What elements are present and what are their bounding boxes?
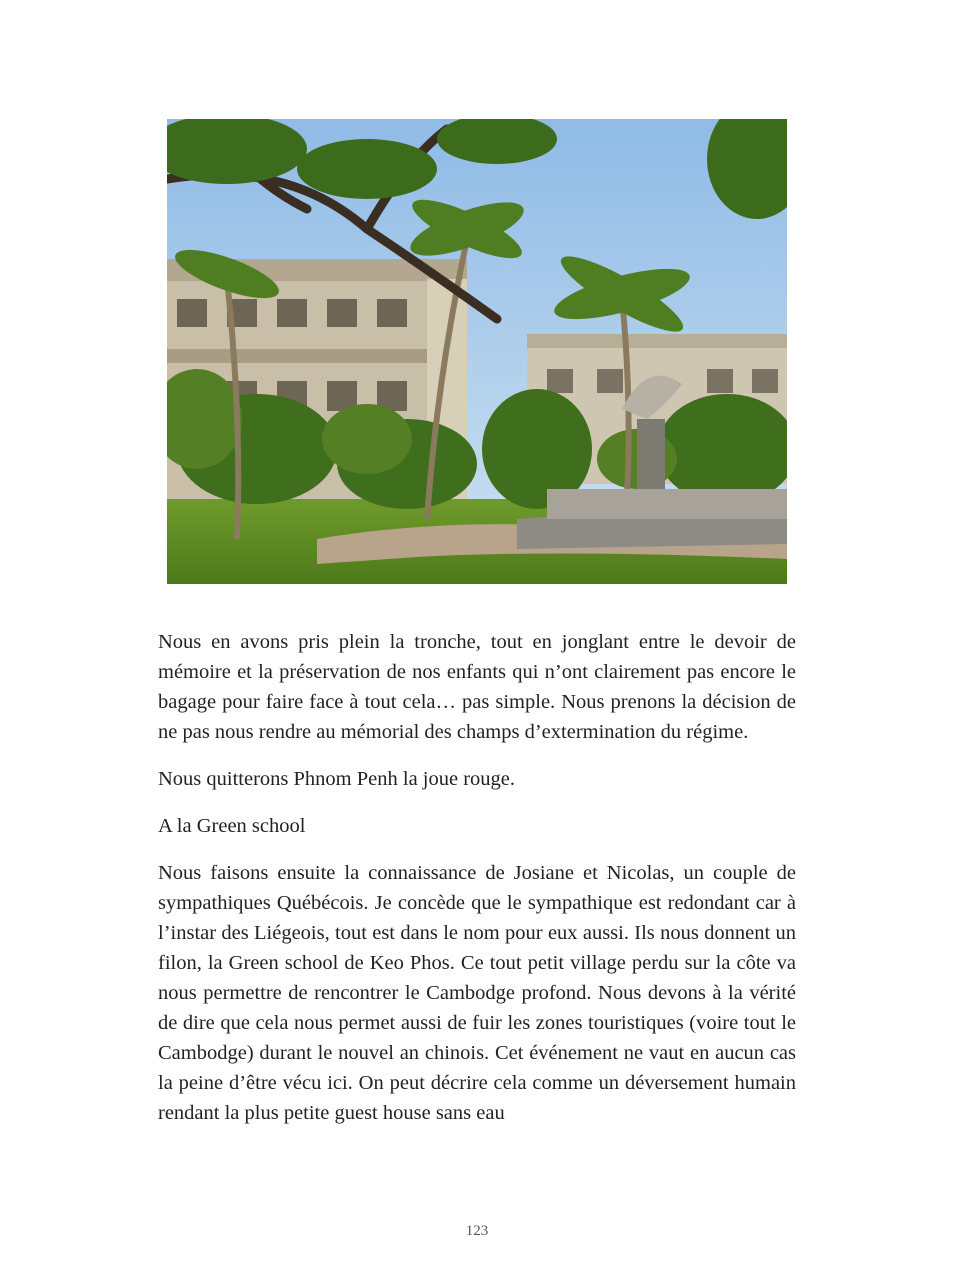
paragraph: Nous faisons ensuite la connaissance de Josiane et Nicolas, un couple de sympathiques Québécois. Je concède que le sympathique est redondant car à l’instar des Liégeois, tout est dans le nom pour eux aussi. Ils nous donnent un filon, la Green school de Keo Phos. Ce tout petit village perdu sur la côte va nous permettre de rencontrer le Cambodge profond. Nous devons à la vérité de dire que cela nous permet aussi de fuir les zones touristiques (voire tout le Cambodge) durant le nouvel an chinois. Cet événement ne vaut en aucun cas la peine d’être vécu ici. On peut décrire cela comme un déversement humain rendant la plus petite guest house sans eau [158,862,796,1124]
page-number: 123 [465,1223,489,1239]
body-text [158,627,796,1145]
section-heading: A la Green school [158,815,306,837]
paragraph: Nous quitterons Phnom Penh la joue rouge. [158,768,516,790]
paragraph: Nous en avons pris plein la tronche, tout en jonglant entre le devoir de mémoire et la préservation de nos enfants qui n’ont clairement pas encore le bagage pour faire face à tout cela… pas simple. Nous prenons la décision de ne pas nous rendre au mémorial des champs d’extermination du régime. [158,631,796,743]
courtyard-photo [167,119,787,584]
courtyard-photo-illustration [167,119,787,584]
